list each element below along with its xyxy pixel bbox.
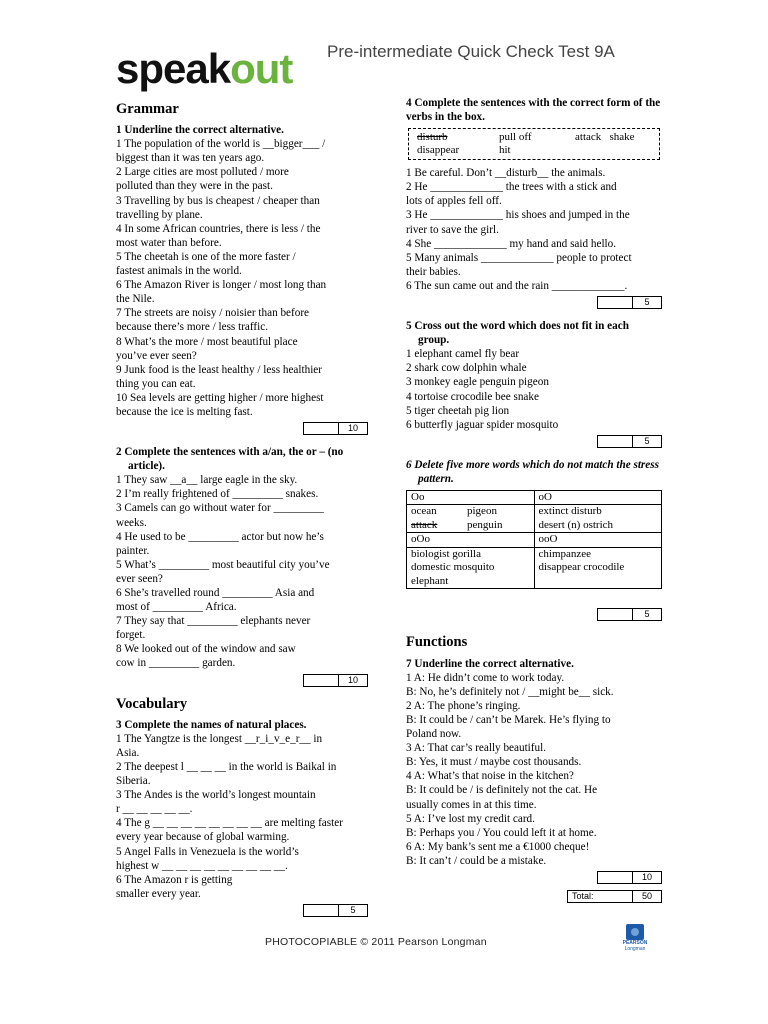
question-line: every year because of global warming. <box>116 831 290 844</box>
verb-word: attack shake <box>575 131 635 144</box>
question-line: 2 shark cow dolphin whale <box>406 362 527 375</box>
question-line: Asia. <box>116 746 140 759</box>
question-line: 6 The sun came out and the rain _____________. <box>406 279 628 292</box>
question-3-title: 3 Complete the names of natural places. <box>116 718 307 731</box>
question-6 <box>406 458 662 622</box>
score-box-3: 5 <box>116 904 368 917</box>
question-line: 2 He _____________ the trees with a stick and <box>406 181 617 194</box>
question-7-title: 7 Underline the correct alternative. <box>406 657 574 670</box>
pattern-words: chimpanzee disappear crocodile <box>538 547 625 574</box>
question-line: 3 The Andes is the world’s longest mountain <box>116 789 316 802</box>
question-line: 1 A: He didn’t come to work today. <box>406 671 565 684</box>
question-line: painter. <box>116 544 150 557</box>
footer-copyright: PHOTOCOPIABLE © 2011 Pearson Longman <box>265 936 487 948</box>
question-line: 2 A: The phone’s ringing. <box>406 699 521 712</box>
stress-pattern-table <box>406 490 662 590</box>
question-7-lines <box>406 671 662 868</box>
question-line: 5 Many animals _____________ people to protect <box>406 251 632 264</box>
grammar-heading: Grammar <box>116 101 179 117</box>
question-line: Siberia. <box>116 775 151 788</box>
score-box-5: 5 <box>406 435 662 448</box>
verb-word: disappear <box>417 144 460 157</box>
pattern-words: extinct disturb desert (n) ostrich <box>538 505 614 531</box>
question-line: 3 monkey eagle penguin pigeon <box>406 376 549 389</box>
question-line: B: No, he’s definitely not / __might be__ sick. <box>406 685 614 698</box>
question-4 <box>406 96 662 309</box>
question-2 <box>116 445 368 687</box>
pattern-header: oOo <box>407 533 535 547</box>
pattern-header: ooO <box>538 533 558 546</box>
question-line: 5 A: I’ve lost my credit card. <box>406 812 535 825</box>
total-label: Total: <box>568 891 633 902</box>
score-box-2: 10 <box>116 674 368 687</box>
score-input[interactable] <box>304 423 339 434</box>
score-box-6: 5 <box>406 608 662 621</box>
score-input[interactable] <box>304 675 339 686</box>
vocabulary-heading: Vocabulary <box>116 695 188 712</box>
question-line: 2 I’m really frightened of _________ snakes. <box>116 488 319 501</box>
question-line: 5 tiger cheetah pig lion <box>406 404 510 417</box>
question-line: because the ice is melting fast. <box>116 405 253 418</box>
pattern-header: oO <box>538 490 552 503</box>
question-line: 3 Camels can go without water for _________ <box>116 502 324 515</box>
question-line: because there’s more / less traffic. <box>116 321 269 334</box>
question-line: 4 She _____________ my hand and said hello. <box>406 237 617 250</box>
question-line: 9 Junk food is the least healthy / less healthier <box>116 363 322 376</box>
question-line: B: Perhaps you / You could left it at home. <box>406 826 597 839</box>
question-line: 7 The streets are noisy / noisier than before <box>116 307 310 320</box>
score-box-1: 10 <box>116 422 368 435</box>
pattern-words: biologist gorilla domestic mosquito elephant <box>407 548 535 589</box>
functions-heading: Functions <box>406 634 468 651</box>
speakout-logo: speakout <box>116 45 293 92</box>
question-line: polluted than they were in the past. <box>116 180 273 193</box>
pearson-logo-icon <box>626 924 644 940</box>
verb-word: disturb <box>417 131 448 144</box>
question-line: 1 elephant camel fly bear <box>406 348 520 361</box>
question-line: 3 Travelling by bus is cheapest / cheaper than <box>116 194 320 207</box>
score-input[interactable] <box>304 905 339 916</box>
question-line: most of _________ Africa. <box>116 601 237 614</box>
question-line: their babies. <box>406 265 461 278</box>
question-line: 5 The cheetah is one of the more faster / <box>116 250 296 263</box>
question-7 <box>406 657 662 884</box>
question-line: 7 They say that _________ elephants never <box>116 615 311 628</box>
question-line: 4 The g __ __ __ __ __ __ __ __ are melting faster <box>116 817 343 830</box>
score-input[interactable] <box>598 436 633 447</box>
total-value: 50 <box>641 890 652 901</box>
question-2-lines <box>116 473 368 670</box>
test-title: Pre-intermediate Quick Check Test 9A <box>327 42 615 61</box>
question-line: 5 Angel Falls in Venezuela is the world’s <box>116 845 299 858</box>
question-line: 8 We looked out of the window and saw <box>116 643 296 656</box>
total-score-box <box>406 890 662 903</box>
score-box-7: 10 <box>406 871 662 884</box>
question-line: lots of apples fell off. <box>406 195 502 208</box>
pearson-longman-logo: PEARSON Longman <box>621 924 649 962</box>
question-line: the Nile. <box>116 293 155 306</box>
question-line: weeks. <box>116 516 147 529</box>
question-line: 4 He used to be _________ actor but now he’s <box>116 530 324 543</box>
score-input[interactable] <box>598 297 633 308</box>
question-line: you’ve ever seen? <box>116 349 197 362</box>
question-line: 6 butterfly jaguar spider mosquito <box>406 418 559 431</box>
question-line: 1 The population of the world is __bigger___ / <box>116 138 326 151</box>
question-line: B: It could be / can’t be Marek. He’s flying to <box>406 713 611 726</box>
score-input[interactable] <box>598 609 633 620</box>
question-line: B: It could be / is definitely not the cat. He <box>406 784 598 797</box>
question-5-lines <box>406 347 662 432</box>
question-1 <box>116 123 368 435</box>
question-line: 6 The Amazon River is longer / most long than <box>116 279 327 292</box>
verb-box <box>408 128 660 160</box>
question-line: most water than before. <box>116 236 222 249</box>
question-line: travelling by plane. <box>116 208 203 221</box>
left-column <box>116 102 368 921</box>
question-line: 4 tortoise crocodile bee snake <box>406 390 539 403</box>
question-line: 1 Be careful. Don’t __disturb__ the animals. <box>406 167 606 180</box>
question-line: cow in _________ garden. <box>116 657 236 670</box>
question-line: 6 A: My bank’s sent me a €1000 cheque! <box>406 840 590 853</box>
question-line: B: Yes, it must / maybe cost thousands. <box>406 756 582 769</box>
question-line: highest w __ __ __ __ __ __ __ __ __. <box>116 859 288 872</box>
verb-word: hit <box>499 144 511 157</box>
question-line: 4 A: What’s that noise in the kitchen? <box>406 770 574 783</box>
question-line: B: It can’t / could be a mistake. <box>406 854 547 867</box>
pattern-header: Oo <box>407 491 535 505</box>
right-column <box>406 96 662 903</box>
question-line: 1 They saw __a__ large eagle in the sky. <box>116 474 298 487</box>
question-line: river to save the girl. <box>406 223 499 236</box>
question-line: smaller every year. <box>116 887 201 900</box>
question-line: fastest animals in the world. <box>116 265 242 278</box>
question-4-lines <box>406 166 662 293</box>
verb-word: pull off <box>499 131 532 144</box>
score-input[interactable] <box>598 872 633 883</box>
question-line: 4 In some African countries, there is less / the <box>116 222 321 235</box>
question-line: Poland now. <box>406 728 462 741</box>
question-line: r __ __ __ __ __. <box>116 803 193 816</box>
question-line: 2 Large cities are most polluted / more <box>116 166 289 179</box>
question-5 <box>406 319 662 448</box>
question-line: usually comes in at this time. <box>406 798 537 811</box>
question-6-title: 6 Delete five more words which do not match the stress pattern. <box>406 458 659 485</box>
question-3-lines <box>116 732 368 901</box>
question-line: 5 What’s _________ most beautiful city you’ve <box>116 558 330 571</box>
question-line: 10 Sea levels are getting higher / more highest <box>116 391 324 404</box>
question-line: forget. <box>116 629 146 642</box>
question-2-title: 2 Complete the sentences with a/an, the or – (no article). <box>116 446 344 473</box>
question-line: 6 The Amazon r is getting <box>116 873 233 886</box>
question-line: thing you can eat. <box>116 377 196 390</box>
question-1-title: 1 Underline the correct alternative. <box>116 124 284 137</box>
question-line: 8 What’s the more / most beautiful place <box>116 335 298 348</box>
question-line: 1 The Yangtze is the longest __r_i_v_e_r__ in <box>116 732 323 745</box>
question-line: 3 He _____________ his shoes and jumped in the <box>406 209 630 222</box>
question-3 <box>116 718 368 917</box>
question-4-title: 4 Complete the sentences with the correct form of the verbs in the box. <box>406 97 661 124</box>
question-line: biggest than it was ten years ago. <box>116 152 265 165</box>
question-5-title: 5 Cross out the word which does not fit in each group. <box>406 320 629 347</box>
score-box-4: 5 <box>406 296 662 309</box>
pattern-words: ocean pigeon attack penguin <box>407 505 535 532</box>
question-line: 3 A: That car’s really beautiful. <box>406 742 547 755</box>
question-1-lines <box>116 137 368 419</box>
question-line: 2 The deepest l __ __ __ in the world is Baikal in <box>116 760 337 773</box>
question-line: 6 She’s travelled round _________ Asia and <box>116 587 315 599</box>
question-line: ever seen? <box>116 572 163 585</box>
